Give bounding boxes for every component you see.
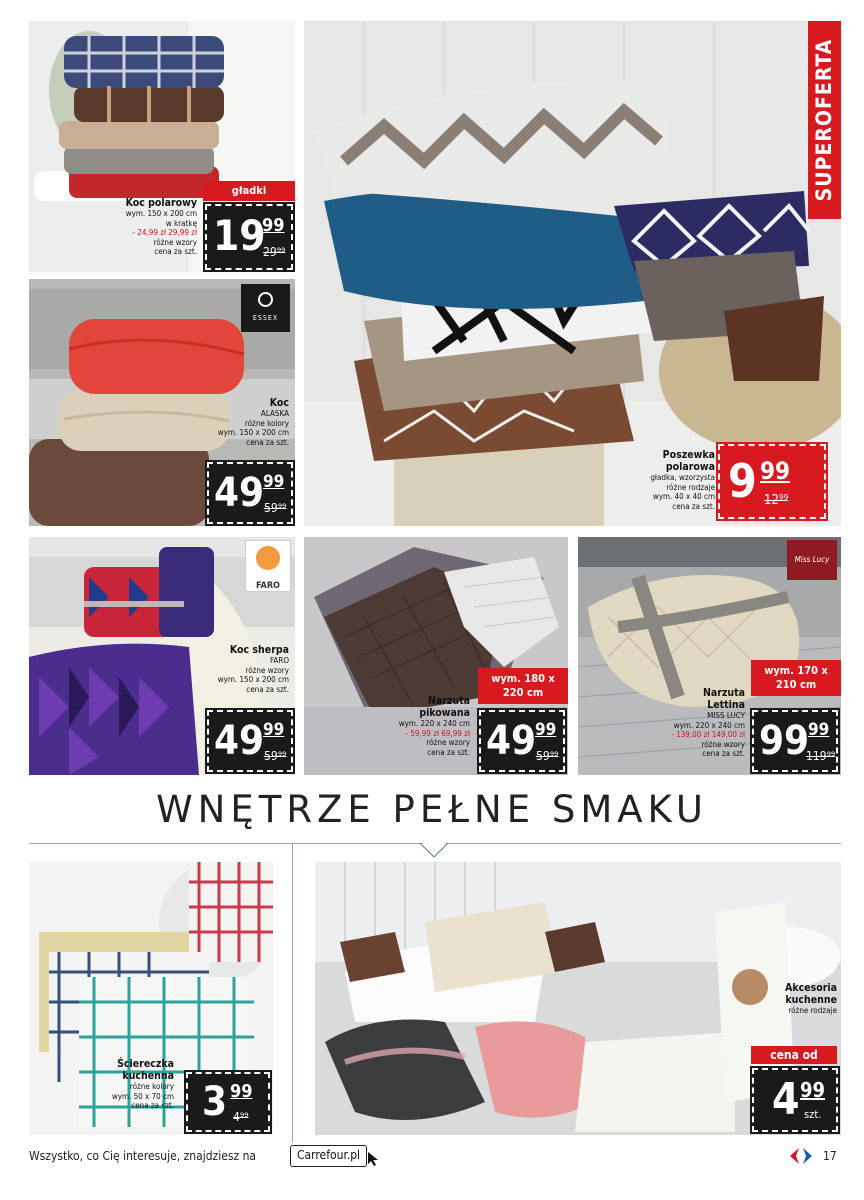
product-detail: wym. 150 x 200 cm (217, 675, 289, 684)
old-price-note: - 24,99 zł 29,99 zł (132, 228, 197, 237)
product-detail: wym. 220 x 240 cm (673, 720, 745, 730)
product-detail: różne wzory (153, 237, 197, 247)
logo-text: ESSEX (252, 314, 279, 322)
price-box (718, 444, 826, 519)
product-detail: ALASKA (260, 409, 289, 418)
product-description (169, 644, 289, 694)
product-tile-koc-sherpa[interactable] (29, 537, 295, 775)
product-tile-akcesoria-kuchenne[interactable] (315, 862, 841, 1135)
price-box (207, 462, 293, 524)
product-description (340, 695, 470, 757)
page-number: 17 (823, 1149, 837, 1163)
section-heading: WNĘTRZE PEŁNE SMAKU (156, 788, 708, 831)
price-cents: 99 (535, 720, 557, 740)
logo-text: FARO (256, 581, 280, 591)
product-tile-poszewka-polarowa[interactable] (304, 21, 841, 526)
product-detail: cena za szt. (131, 1101, 174, 1110)
footer-text: Wszystko, co Cię interesuje, znajdziesz na (29, 1149, 257, 1163)
old-price-note: - 59,99 zł 69,99 zł (405, 728, 470, 738)
link-text: Carrefour.pl (297, 1148, 361, 1162)
price-main: 9 (728, 454, 757, 508)
price-cents: 99 (760, 457, 791, 485)
product-tile-sciereczka[interactable] (29, 862, 273, 1135)
product-detail: wym. 50 x 70 cm (111, 1091, 174, 1101)
heading-rule (446, 843, 841, 844)
price-box (207, 710, 293, 772)
product-name: Koc polarowy (125, 197, 197, 209)
product-detail: wym. 150 x 200 cm (125, 209, 197, 218)
price-main: 49 (214, 718, 265, 764)
price-main: 49 (214, 470, 265, 516)
size-tag: wym. 180 x 220 cm (478, 668, 568, 704)
product-description (615, 687, 745, 759)
price-unit: szt. (804, 1108, 822, 1121)
product-name: Koc sherpa (229, 644, 289, 656)
logo-text: Miss Lucy (794, 555, 830, 564)
chevron-down-icon (418, 842, 450, 862)
product-tile-koc-alaska[interactable] (29, 279, 295, 526)
miss-lucy-logo (787, 540, 837, 580)
product-detail: cena za szt. (246, 684, 289, 694)
product-detail: gładka, wzorzysta (650, 473, 715, 482)
product-detail: cena za szt. (702, 749, 745, 758)
price-cents: 99 (263, 720, 285, 740)
product-detail: wym. 40 x 40 cm (652, 492, 715, 501)
price-cents: 99 (800, 1078, 826, 1102)
product-detail: cena za szt. (427, 747, 470, 757)
product-description (54, 1058, 174, 1111)
product-detail: różne rodzaje (666, 482, 715, 492)
product-detail: wym. 220 x 240 cm (398, 719, 470, 728)
price-box (205, 204, 293, 270)
product-name: Narzuta pikowana (419, 695, 470, 719)
product-description (717, 982, 837, 1016)
price-old: 59⁹⁹ (536, 749, 559, 763)
product-description (565, 449, 715, 511)
price-box (752, 710, 838, 772)
price-main: 3 (202, 1079, 228, 1125)
price-old: 59⁹⁹ (264, 749, 287, 763)
product-detail: wym. 150 x 200 cm (217, 428, 289, 437)
price-cents: 99 (230, 1081, 253, 1102)
product-detail: różne kolory (244, 418, 289, 428)
price-box (479, 710, 565, 772)
price-main: 49 (486, 718, 537, 764)
price-box (186, 1072, 270, 1132)
carrefour-link[interactable] (290, 1145, 367, 1167)
product-detail: w kratkę (165, 218, 197, 228)
price-old: 29⁹⁹ (263, 245, 286, 259)
essex-logo (241, 284, 290, 332)
cursor-icon (367, 1151, 381, 1167)
footer (29, 1145, 841, 1169)
column-divider (292, 843, 293, 1143)
product-name: Koc (269, 397, 289, 409)
heading-rule (29, 843, 422, 844)
product-name: Poszewka polarowa (662, 449, 715, 473)
price-old: 4⁹⁹ (233, 1110, 249, 1124)
product-description (77, 197, 197, 257)
product-detail: różne wzory (245, 665, 289, 675)
product-detail: różne wzory (426, 738, 470, 747)
price-box (752, 1068, 838, 1132)
product-name: Akcesoria kuchenne (785, 982, 837, 1006)
price-cents: 99 (808, 720, 830, 740)
price-main: 4 (772, 1074, 800, 1125)
product-detail: cena za szt. (672, 501, 715, 511)
product-detail: różne wzory (701, 739, 745, 749)
price-cents: 99 (262, 215, 285, 236)
old-price-note: - 139,00 zł 149,00 zł (671, 730, 745, 739)
price-main: 19 (213, 211, 266, 260)
product-tile-narzuta-pikowana[interactable] (304, 537, 568, 775)
product-description (169, 397, 289, 447)
price-old: 59⁹⁹ (264, 501, 287, 515)
size-tag: wym. 170 x 210 cm (751, 660, 841, 696)
product-detail: cena za szt. (246, 437, 289, 447)
price-main: 99 (759, 718, 810, 764)
price-old: 119⁹⁹ (806, 749, 836, 763)
price-old: 12⁹⁹ (764, 493, 789, 508)
product-tile-narzuta-lettina[interactable] (578, 537, 841, 775)
price-cents: 99 (263, 472, 285, 492)
product-detail: różne rodzaje (788, 1006, 837, 1015)
superoferta-label: SUPEROFERTA (812, 38, 836, 202)
faro-logo (245, 540, 291, 592)
carrefour-logo-icon (787, 1147, 815, 1165)
product-name: Ściereczka kuchenna (117, 1058, 174, 1082)
product-detail: różne kolory (129, 1082, 174, 1091)
product-detail: cena za szt. (154, 247, 197, 256)
product-detail: FARO (270, 656, 289, 665)
product-tile-koc-polarowy[interactable] (29, 21, 295, 272)
product-detail: MISS LUCY (707, 711, 745, 720)
product-name: Narzuta Lettina (702, 687, 745, 711)
price-from-tag: cena od (751, 1046, 837, 1064)
variant-tag: gładki (203, 181, 295, 201)
